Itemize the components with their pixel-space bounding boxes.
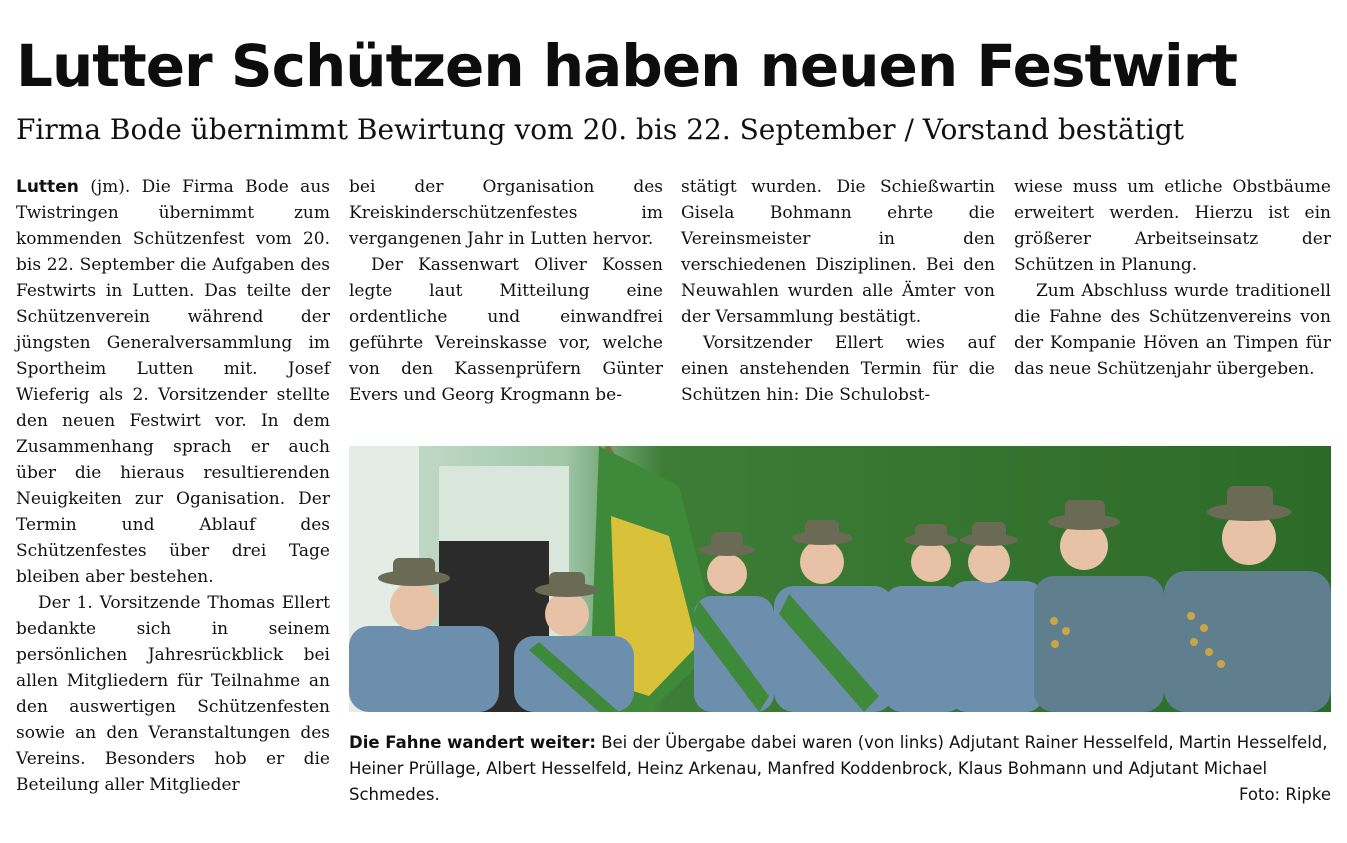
paragraph: Vorsitzender Ellert wies auf einen anstehenden Termin für die Schützen hin: Die Schulobst- xyxy=(681,333,995,405)
caption-text: Bei der Übergabe dabei waren (von links) Adjutant Rainer Hesselfeld, Martin Hesselfeld, Heiner Prüllage, Albert Hesselfeld, Heinz Arkenau, Manfred Koddenbrock, Klaus Bohmann und Adjutant Michael Schmedes. xyxy=(349,733,1328,804)
paragraph: wiese muss um etliche Obstbäume erweitert werden. Hierzu ist ein größerer Arbeitseinsatz der Schützen in Planung. xyxy=(1014,177,1331,275)
article-column-4 xyxy=(1014,174,1331,414)
group-photo-illustration xyxy=(349,446,1331,712)
article-column-1 xyxy=(16,174,330,814)
article-column-2 xyxy=(349,174,663,414)
photo-credit: Foto: Ripke xyxy=(1238,785,1331,804)
photo-caption xyxy=(349,730,1331,808)
caption-lead: Die Fahne wandert weiter: xyxy=(349,733,596,752)
paragraph: stätigt wurden. Die Schießwartin Gisela Bohmann ehrte die Vereinsmeister in den verschiedenen Disziplinen. Bei den Neuwahlen wurden alle Ämter von der Versammlung bestätigt. xyxy=(681,177,995,327)
paragraph: bei der Organisation des Kreiskinderschützenfestes im vergangenen Jahr in Lutten hervor. xyxy=(349,177,663,249)
article-column-3 xyxy=(681,174,995,414)
dateline: Lutten xyxy=(16,177,79,197)
paragraph: Der 1. Vorsitzende Thomas Ellert bedankte sich in seinem persönlichen Jahresrückblick bei allen Mitgliedern für Teilnahme an den auswertigen Schützenfesten sowie an den Veranstaltungen des Vereins. Besonders hob er die Beteilung aller Mitglieder xyxy=(16,593,330,795)
paragraph-text: (jm). Die Firma Bode aus Twistringen übernimmt zum kommenden Schützenfest vom 20. bis 22. September die Aufgaben des Festwirts in Lutten. Das teilte der Schützenverein während der jüngsten Generalversammlung im Sportheim Lutten mit. Josef Wieferig als 2. Vorsitzender stellte den neuen Festwirt vor. In dem Zusammenhang sprach er auch über die hieraus resultierenden Neuigkeiten zur Oganisation. Der Termin und Ablauf des Schützenfestes über drei Tage bleiben aber bestehen. xyxy=(16,177,330,587)
subheadline: Firma Bode übernimmt Bewirtung vom 20. bis 22. September / Vorstand bestätigt xyxy=(16,113,1185,146)
group-photo xyxy=(349,446,1331,712)
paragraph xyxy=(16,174,330,590)
paragraph: Der Kassenwart Oliver Kossen legte laut Mitteilung eine ordentliche und einwandfrei geführte Vereinskasse vor, welche von den Kassenprüfern Günter Evers und Georg Krogmann be- xyxy=(349,255,663,405)
paragraph: Zum Abschluss wurde traditionell die Fahne des Schützenvereins von der Kompanie Höven an Timpen für das neue Schützenjahr übergeben. xyxy=(1014,281,1331,379)
headline: Lutter Schützen haben neuen Festwirt xyxy=(16,32,1238,100)
